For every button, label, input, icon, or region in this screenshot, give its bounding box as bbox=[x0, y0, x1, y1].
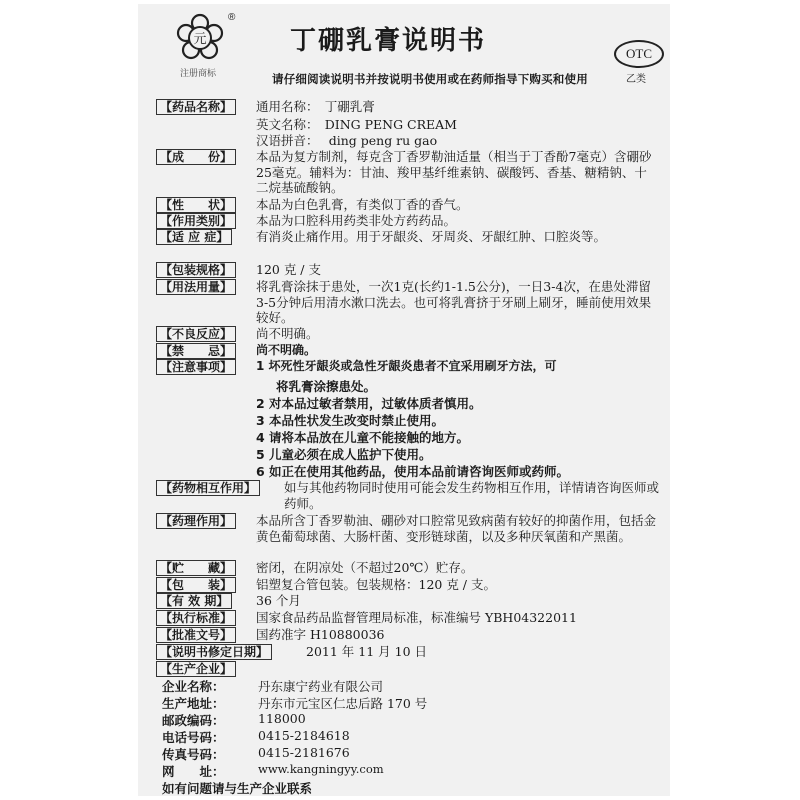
label-packing: 【包 装】 bbox=[156, 577, 236, 593]
mfr-fax-label: 传真号码： bbox=[162, 747, 225, 762]
pharmacology-text: 本品所含丁香罗勒油、硼砂对口腔常见致病菌有较好的抑菌作用，包括金黄色葡萄球菌、大肠杆菌、变形链球菌，以及多种厌氧菌和产黑菌。 bbox=[256, 513, 657, 544]
label-adverse: 【不良反应】 bbox=[156, 326, 236, 342]
label-indication: 【适 应 症】 bbox=[156, 229, 232, 245]
label-drug-name: 【药品名称】 bbox=[156, 99, 236, 115]
mfr-phone-value: 0415-2184618 bbox=[258, 728, 350, 743]
label-category: 【作用类别】 bbox=[156, 213, 236, 229]
label-pharmacology: 【药理作用】 bbox=[156, 513, 236, 529]
mfr-postcode-value: 118000 bbox=[258, 711, 306, 726]
registered-mark: ® bbox=[228, 12, 236, 23]
drug-english-name: 英文名称： DING PENG CREAM bbox=[256, 117, 457, 132]
document-title: 丁硼乳膏说明书 bbox=[290, 26, 487, 56]
label-manufacturer: 【生产企业】 bbox=[156, 661, 236, 677]
mfr-web-value: www.kangningyy.com bbox=[258, 762, 384, 776]
caution-item-5: 5 儿童必须在成人监护下使用。 bbox=[256, 447, 432, 462]
logo-caption: 注册商标 bbox=[180, 69, 217, 79]
label-cautions: 【注意事项】 bbox=[156, 359, 236, 375]
document-subtitle: 请仔细阅读说明书并按说明书使用或在药师指导下购买和使用 bbox=[272, 72, 588, 86]
composition-text: 本品为复方制剂，每克含丁香罗勒油适量（相当于丁香酚7毫克）含硼砂25毫克。辅料为：甘油、羧甲基纤维素钠、碳酸钙、香基、糖精钠、十二烷基硫酸钠。 bbox=[256, 149, 652, 195]
otc-badge: OTC bbox=[614, 40, 664, 68]
interaction-text: 如与其他药物同时使用可能会发生药物相互作用，详情请咨询医师或药师。 bbox=[284, 480, 660, 511]
label-usage: 【用法用量】 bbox=[156, 279, 236, 295]
package-spec-text: 120 克 / 支 bbox=[256, 262, 321, 277]
mfr-name-value: 丹东康宁药业有限公司 bbox=[258, 679, 384, 694]
caution-item-1b: 将乳膏涂擦患处。 bbox=[276, 379, 377, 394]
standard-text: 国家食品药品监督管理局标准，标准编号 YBH04322011 bbox=[256, 610, 577, 625]
mfr-fax-value: 0415-2181676 bbox=[258, 745, 350, 760]
adverse-text: 尚不明确。 bbox=[256, 326, 319, 341]
caution-item-4: 4 请将本品放在儿童不能接触的地方。 bbox=[256, 430, 470, 445]
label-validity: 【有 效 期】 bbox=[156, 593, 232, 609]
mfr-name-label: 企业名称： bbox=[162, 679, 225, 694]
mfr-postcode-label: 邮政编码： bbox=[162, 713, 225, 728]
character-text: 本品为白色乳膏，有类似丁香的香气。 bbox=[256, 197, 469, 212]
category-text: 本品为口腔科用药类非处方药药品。 bbox=[256, 213, 457, 228]
contact-note: 如有问题请与生产企业联系 bbox=[162, 781, 313, 796]
indication-text: 有消炎止痛作用。用于牙龈炎、牙周炎、牙龈红肿、口腔炎等。 bbox=[256, 229, 607, 244]
mfr-web-label: 网 址： bbox=[162, 764, 225, 779]
brand-logo-icon bbox=[175, 13, 225, 63]
mfr-address-label: 生产地址： bbox=[162, 696, 225, 711]
mfr-address-value: 丹东市元宝区仁忠后路 170 号 bbox=[258, 696, 428, 711]
caution-item-1a: 1 坏死性牙龈炎或急性牙龈炎患者不宜采用刷牙方法，可 bbox=[256, 359, 557, 373]
contraindication-text: 尚不明确。 bbox=[256, 343, 317, 357]
label-revision: 【说明书修定日期】 bbox=[156, 644, 272, 660]
svg-text:元: 元 bbox=[193, 32, 207, 47]
validity-text: 36 个月 bbox=[256, 593, 301, 608]
storage-text: 密闭，在阴凉处（不超过20℃）贮存。 bbox=[256, 560, 474, 575]
label-storage: 【贮 藏】 bbox=[156, 560, 236, 576]
caution-item-2: 2 对本品过敏者禁用，过敏体质者慎用。 bbox=[256, 396, 482, 411]
label-package-spec: 【包装规格】 bbox=[156, 262, 236, 278]
usage-text: 将乳膏涂抹于患处，一次1克(长约1-1.5公分)，一日3-4次，在患处滞留3-5分钟后用清水漱口洗去。也可将乳膏挤于牙刷上刷牙，睡前使用效果较好。 bbox=[256, 279, 652, 325]
label-standard: 【执行标准】 bbox=[156, 610, 236, 626]
caution-item-6: 6 如正在使用其他药品，使用本品前请咨询医师或药师。 bbox=[256, 464, 570, 479]
mfr-phone-label: 电话号码： bbox=[162, 730, 225, 745]
revision-text: 2011 年 11 月 10 日 bbox=[306, 644, 427, 659]
caution-item-3: 3 本品性状发生改变时禁止使用。 bbox=[256, 413, 445, 428]
packing-text: 铝塑复合管包装。包装规格：120 克 / 支。 bbox=[256, 577, 496, 592]
label-character: 【性 状】 bbox=[156, 197, 236, 213]
label-interaction: 【药物相互作用】 bbox=[156, 480, 260, 496]
label-approval: 【批准文号】 bbox=[156, 627, 236, 643]
drug-pinyin-name: 汉语拼音： ding peng ru gao bbox=[256, 133, 438, 148]
drug-common-name: 通用名称： 丁硼乳膏 bbox=[256, 99, 375, 114]
label-contraindication: 【禁 忌】 bbox=[156, 343, 236, 359]
otc-class: 乙类 bbox=[626, 74, 646, 85]
label-composition: 【成 份】 bbox=[156, 149, 236, 165]
approval-text: 国药准字 H10880036 bbox=[256, 627, 385, 642]
